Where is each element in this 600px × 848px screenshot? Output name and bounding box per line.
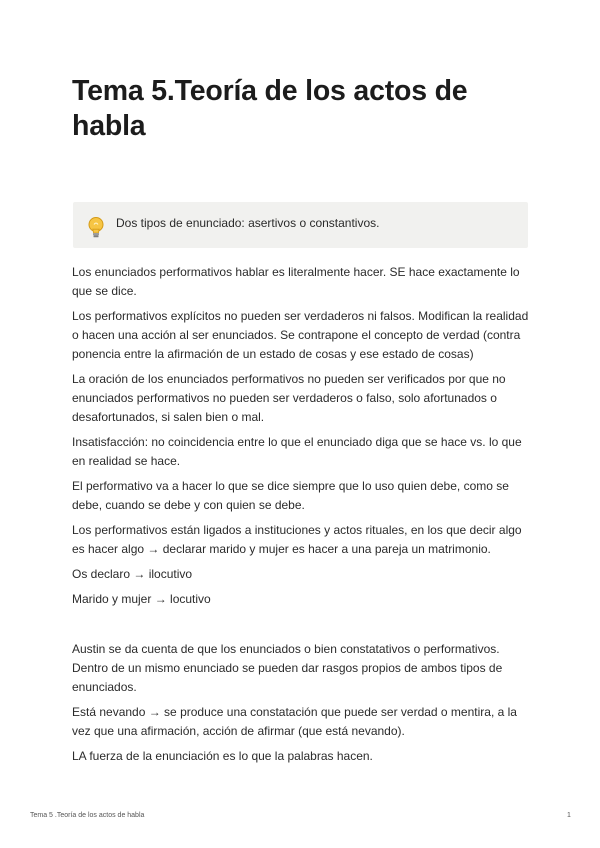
paragraph: Los performativos explícitos no pueden ser verdaderos ni falsos. Modifican la realidad o hacen una acción al ser enunciados. Se contrapone el concepto de verdad (contra ponencia entre la afirmación de un estado de cosas y ese estado de cosas)	[72, 309, 529, 361]
paragraph: Los enunciados performativos hablar es literalmente hacer. SE hace exactamente lo que se dice.	[72, 265, 520, 298]
lightbulb-icon	[86, 216, 106, 240]
paragraph: Marido y mujer → locutivo	[72, 592, 211, 606]
paragraph: Insatisfacción: no coincidencia entre lo que el enunciado diga que se hace vs. lo que en realidad se hace.	[72, 435, 522, 468]
callout-box	[73, 202, 528, 248]
paragraph: Está nevando → se produce una constatación que puede ser verdad o mentira, a la vez que una afirmación, acción de afirmar (que está nevando).	[72, 705, 517, 738]
callout-text: Dos tipos de enunciado: asertivos o constantivos.	[116, 216, 380, 230]
paragraph-spacer	[72, 615, 532, 640]
document-body	[72, 263, 532, 772]
paragraph: LA fuerza de la enunciación es lo que la palabras hacen.	[72, 749, 373, 763]
paragraph: Os declaro → ilocutivo	[72, 567, 193, 581]
page-title: Tema 5.Teoría de los actos de habla	[72, 75, 468, 142]
paragraph: Los performativos están ligados a instituciones y actos rituales, en los que decir algo es hacer algo → declarar marido y mujer es hacer a una pareja un matrimonio.	[72, 523, 522, 556]
paragraph: El performativo va a hacer lo que se dice siempre que lo uso quien debe, como se debe, cuando se debe y con quien se debe.	[72, 479, 509, 512]
paragraph: La oración de los enunciados performativos no pueden ser verificados por que no enunciados performativos no pueden ser verdaderos o falso, solo afortunados o desafortunados, si salen bien o mal.	[72, 372, 506, 424]
footer-text: Tema 5 .Teoría de los actos de habla	[30, 812, 145, 819]
paragraph: Austin se da cuenta de que los enunciados o bien constatativos o performativos. Dentro de un mismo enunciado se pueden dar rasgos propios de ambos tipos de enunciados.	[72, 642, 503, 694]
page-number: 1	[567, 812, 571, 819]
